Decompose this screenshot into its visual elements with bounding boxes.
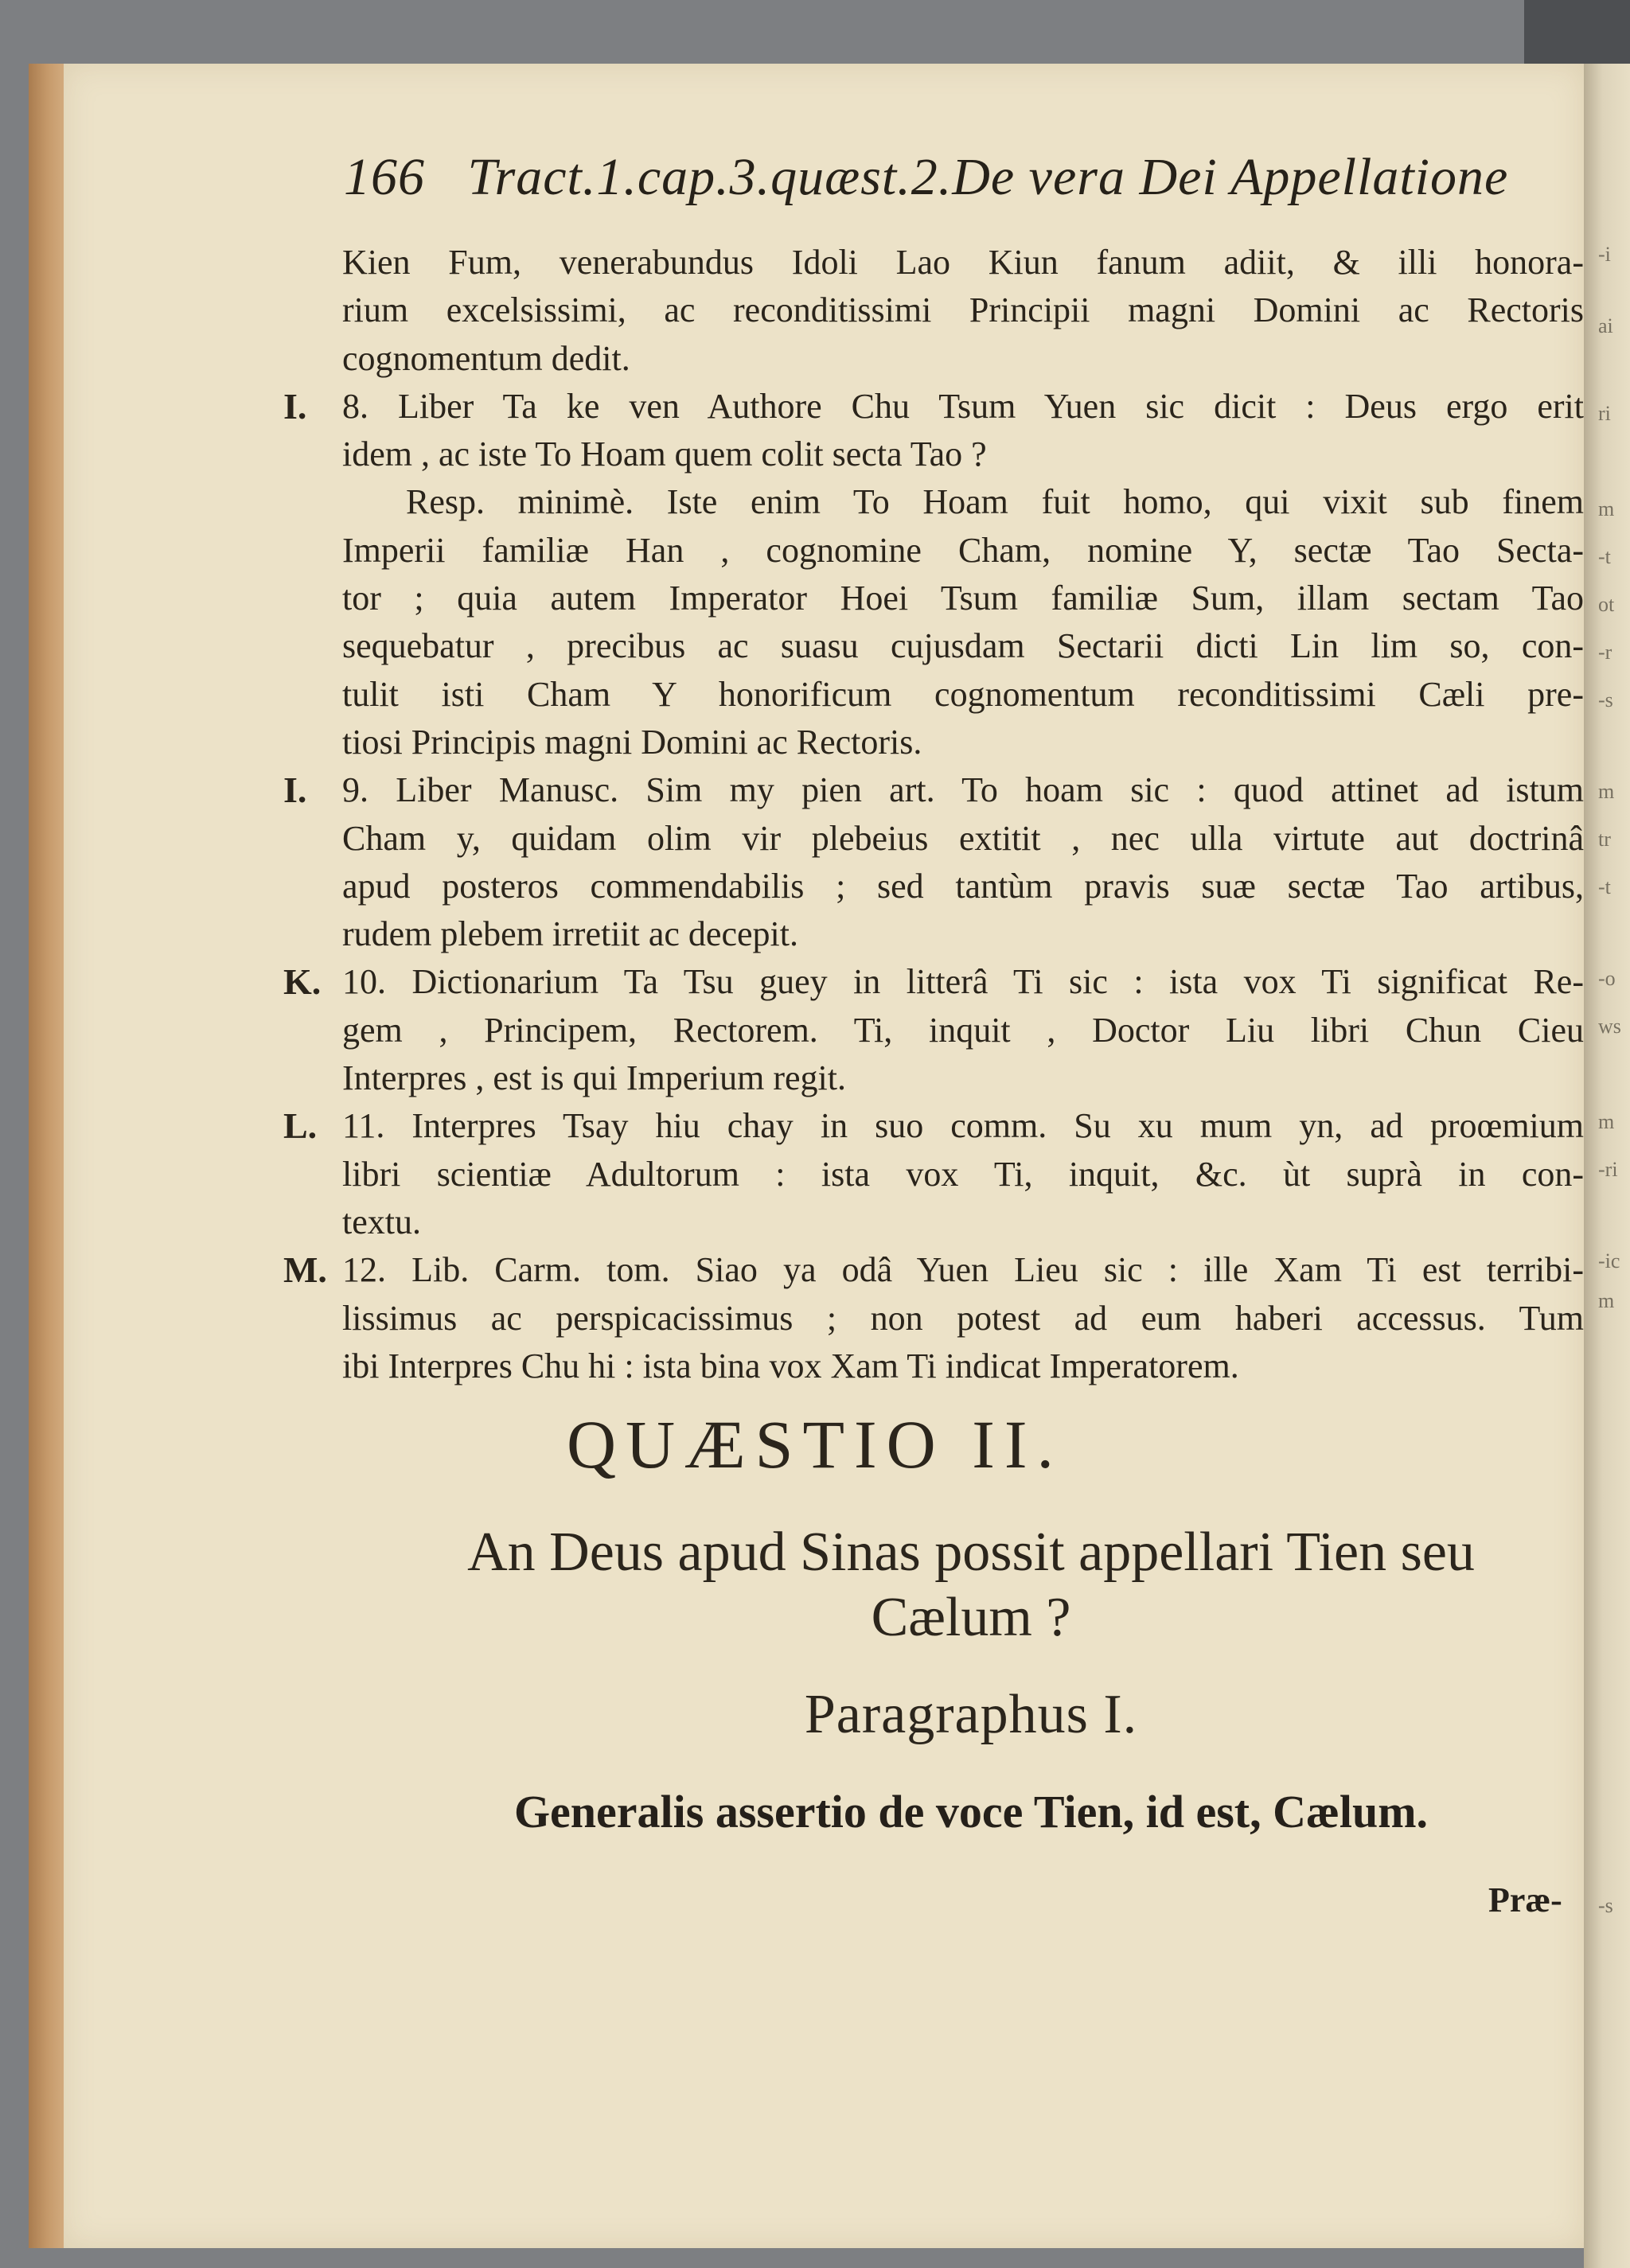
text-line: cognomentum dedit. (342, 338, 630, 378)
text-line: idem , ac iste To Hoam quem colit secta Tao ? (342, 435, 987, 474)
paragraph (283, 1102, 1584, 1246)
text-line: rium excelsissimi, ac reconditissimi Principii magni Domini ac Rectoris (342, 290, 1584, 330)
question-subtitle: An Deus apud Sinas possit appellari Tien seu Cælum ? (467, 1522, 1475, 1648)
margin-marker: M. (283, 1249, 327, 1291)
text-line: textu. (342, 1202, 421, 1241)
text-line: gem , Principem, Rectorem. Ti, inquit , Doctor Liu libri Chun Cieu (342, 1010, 1584, 1050)
text-line: rudem plebem irretiit ac decepit. (342, 914, 798, 954)
text-line: tiosi Principis magni Domini ac Rectoris. (342, 722, 922, 762)
paragraph (283, 766, 1584, 958)
margin-marker: I. (283, 385, 307, 427)
facing-page-fragment: m (1598, 780, 1615, 803)
facing-page-edge (1584, 0, 1630, 2268)
facing-page-fragment: -i (1598, 243, 1611, 266)
facing-page-fragment: -t (1598, 875, 1611, 898)
scan-background (1524, 0, 1630, 64)
facing-page-fragment: -r (1598, 641, 1612, 664)
facing-page-fragment: -s (1598, 1894, 1613, 1917)
text-line: Kien Fum, venerabundus Idoli Lao Kiun fanum adiit, & illi honora- (342, 243, 1584, 282)
catchword: Præ- (1488, 1880, 1562, 1919)
text-line: Imperii familiæ Han , cognomine Cham, nomine Y, sectæ Tao Secta- (342, 530, 1584, 570)
text-line: libri scientiæ Adultorum : ista vox Ti, inquit, &c. ùt suprà in con- (342, 1154, 1584, 1194)
margin-marker: L. (283, 1105, 318, 1147)
text-line: Interpres , est is qui Imperium regit. (342, 1058, 846, 1098)
paragraph (283, 958, 1584, 1102)
text-line: 11. Interpres Tsay hiu chay in suo comm. Su xu mum yn, ad proœmium (342, 1106, 1584, 1146)
text-line: Resp. minimè. Iste enim To Hoam fuit homo, qui vixit sub finem (406, 482, 1584, 522)
facing-page-fragment: -o (1598, 967, 1616, 990)
text-line: sequebatur , precibus ac suasu cujusdam Sectarii dicti Lin lim so, con- (342, 626, 1584, 666)
facing-page-fragment: -ic (1598, 1249, 1620, 1272)
facing-page-fragment: -s (1598, 688, 1613, 711)
margin-marker: K. (283, 961, 322, 1003)
text-line: 10. Dictionarium Ta Tsu guey in litterâ Ti sic : ista vox Ti significat Re- (342, 962, 1584, 1002)
page-number: 166 (344, 148, 425, 206)
facing-page-fragment: -t (1598, 545, 1611, 568)
facing-page-fragment: m (1598, 497, 1615, 520)
facing-page-fragment: ai (1598, 314, 1613, 337)
facing-page-fragment: ri (1598, 402, 1611, 425)
running-title: Tract.1.cap.3.quæst.2.De vera Dei Appellatione (467, 148, 1509, 206)
text-line: Cham y, quidam olim vir plebeius extitit , nec ulla virtute aut doctrinâ (342, 818, 1584, 858)
text-line: 12. Lib. Carm. tom. Siao ya odâ Yuen Lieu sic : ille Xam Ti est terribi- (342, 1250, 1584, 1290)
facing-page-fragment: tr (1598, 828, 1611, 851)
running-head (344, 147, 1509, 208)
text-line: 9. Liber Manusc. Sim my pien art. To hoam sic : quod attinet ad istum (342, 770, 1584, 810)
facing-page-fragment: m (1598, 1110, 1615, 1133)
paragraph (283, 383, 1584, 479)
text-line: ibi Interpres Chu hi : ista bina vox Xam Ti indicat Imperatorem. (342, 1346, 1239, 1385)
text-line: 8. Liber Ta ke ven Authore Chu Tsum Yuen sic dicit : Deus ergo erit (342, 386, 1584, 426)
text-line: tulit isti Cham Y honorificum cognomentum reconditissimi Cæli pre- (342, 674, 1584, 714)
facing-page-fragment: ws (1598, 1015, 1621, 1038)
facing-page-fragment: m (1598, 1289, 1615, 1312)
question-title: QUÆSTIO II. (566, 1406, 1064, 1483)
facing-page-fragment: -ri (1598, 1158, 1618, 1181)
paragraph (283, 1246, 1584, 1390)
general-heading: Generalis assertio de voce Tien, id est, Cælum. (513, 1786, 1429, 1837)
paragraph (342, 478, 1584, 766)
paragraph-heading: Paragraphus I. (804, 1684, 1138, 1745)
paragraph (342, 239, 1584, 383)
margin-marker: I. (283, 770, 307, 811)
body-text (283, 239, 1584, 1390)
facing-page-fragment: ot (1598, 593, 1615, 616)
text-line: apud posteros commendabilis ; sed tantùm pravis suæ sectæ Tao artibus, (342, 866, 1584, 906)
text-line: tor ; quia autem Imperator Hoei Tsum familiæ Sum, illam sectam Tao (342, 579, 1584, 618)
text-line: lissimus ac perspicacissimus ; non potest ad eum haberi accessus. Tum (342, 1298, 1584, 1338)
